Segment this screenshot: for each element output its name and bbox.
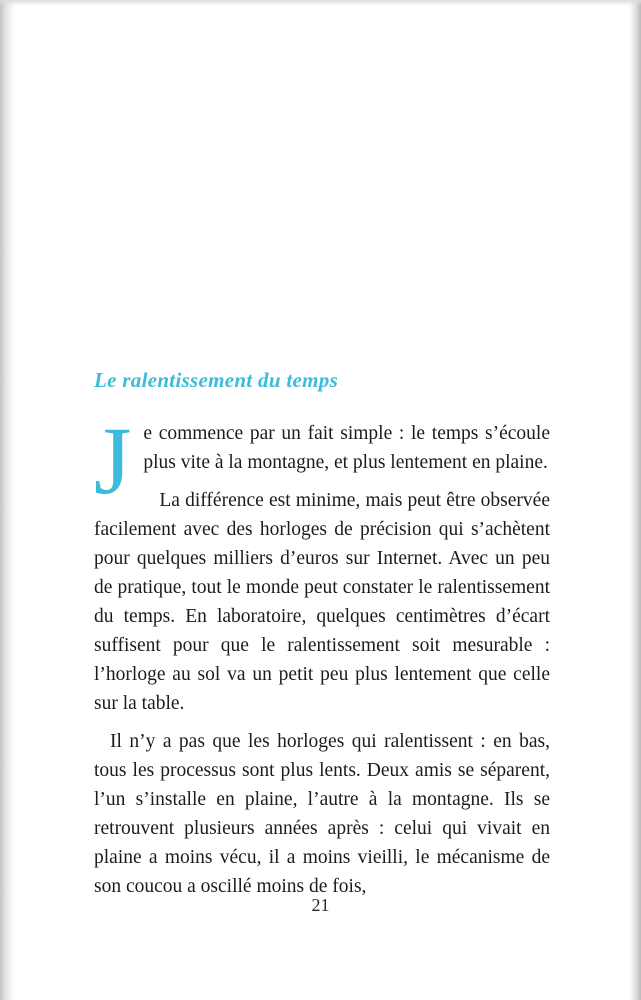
scan-edge-right <box>629 0 641 1000</box>
paragraph-text: Il n’y a pas que les horloges qui ralentissent : en bas, tous les processus sont plus lents. Deux amis se séparent, l’un s’installe en plaine, l’autre à la montagne. Ils se retrouvent plusieurs années après : celui qui vivait en plaine a moins vécu, il a moins vieilli, le mécanisme de son coucou a oscillé moins de fois, <box>94 731 550 897</box>
chapter-heading: Le ralentissement du temps <box>94 368 339 392</box>
paragraph-text: La différence est minime, mais peut être observée facilement avec des horloges de précision qui s’achètent pour quelques milliers d’euros sur Internet. Avec un peu de pratique, tout le monde peut constater le ralentissement du temps. En laboratoire, quelques centimètres d’écart suffisent pour que le ralentissement soit mesurable : l’horloge au sol va un petit peu plus lentement que celle sur la table. <box>94 490 550 714</box>
scan-edge-left <box>0 0 14 1000</box>
dropcap-letter: J <box>94 407 132 514</box>
text-block <box>94 368 550 910</box>
page-number: 21 <box>311 895 330 915</box>
scan-edge-top <box>0 0 641 6</box>
paragraph-text: e commence par un fait simple : le temps s’écoule plus vite à la montagne, et plus lentement en plaine. <box>143 423 550 473</box>
paragraph <box>94 407 550 514</box>
